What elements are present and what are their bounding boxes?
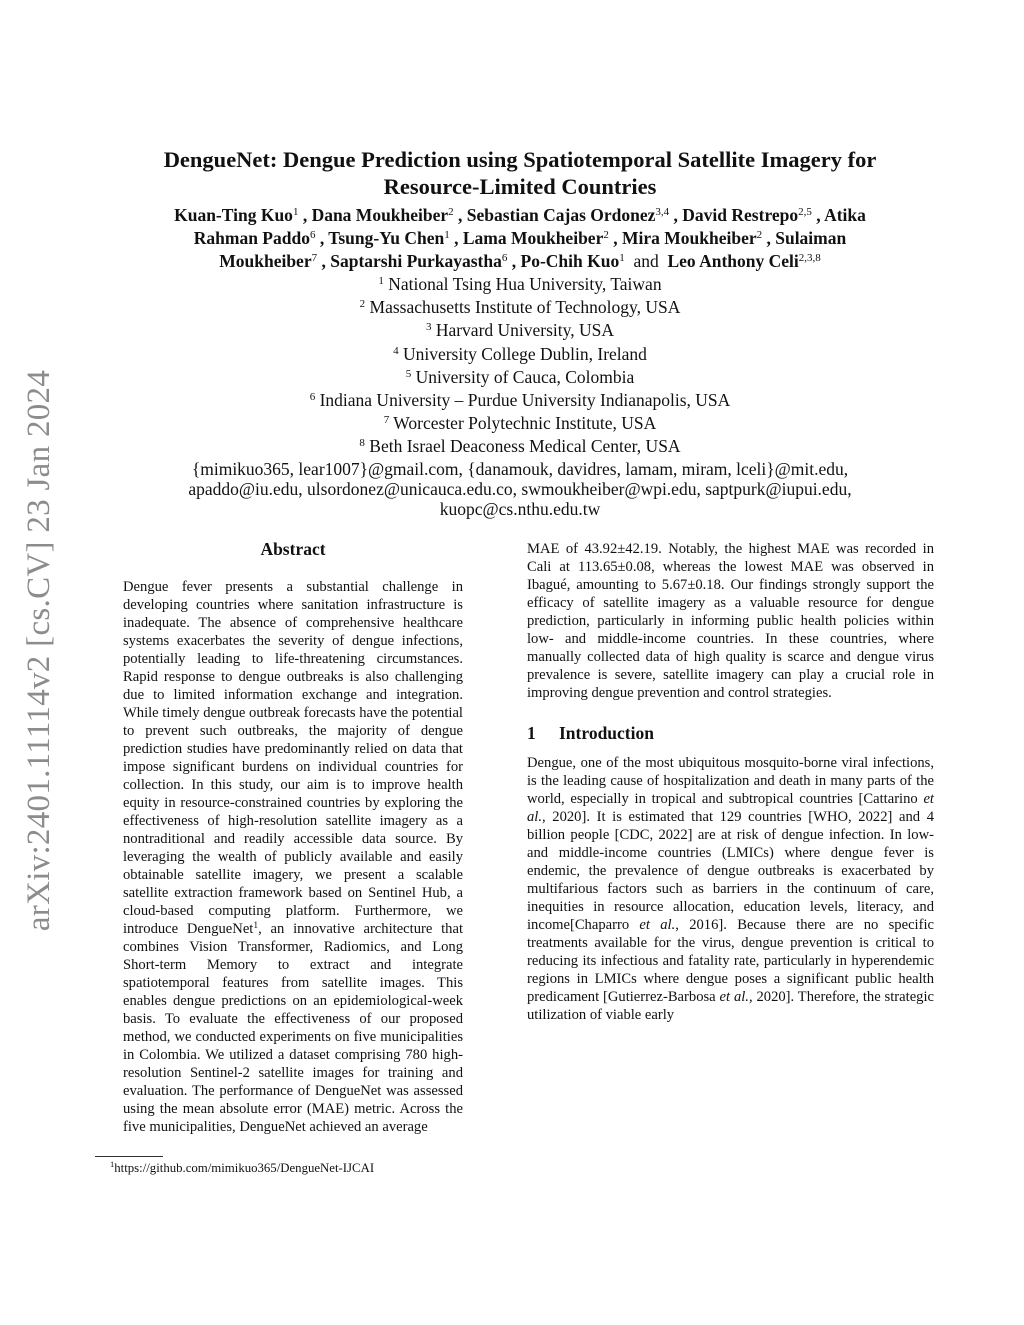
and-word: and (633, 251, 659, 271)
author: Sebastian Cajas Ordonez$^{3,4}$ (466, 205, 670, 225)
email-list (95, 459, 945, 519)
author: Mira Moukheiber$^2$ (621, 228, 763, 248)
abstract-text-continued: MAE of 43.92±42.19. Notably, the highest MAE was recorded in Cali at 113.65±0.08, whereas the lowest MAE was observed in Ibagué, amounting to 5.67±0.18. Our findings strongly support the efficacy of satellite imagery as a valuable resource for dengue prediction, particularly in informing public health policies within low- and middle-income countries. In these countries, where manually collected data of high quality is scarce and dengue virus prevalence is severe, satellite imagery can play a crucial role in improving dengue prevention and control strategies. (527, 541, 934, 701)
affiliation: $^3$ Harvard University, USA (425, 320, 615, 341)
footnote-rule (95, 1156, 163, 1157)
affiliation: $^2$ Massachusetts Institute of Technology, USA (359, 297, 681, 318)
title-line-2: Resource-Limited Countries (383, 174, 657, 199)
abstract-column (123, 538, 463, 1136)
author: Dana Moukheiber$^2$ (311, 205, 454, 225)
email-line: apaddo@iu.edu, ulsordonez@unicauca.edu.co, swmoukheiber@wpi.edu, saptpurk@iupui.edu, (188, 478, 852, 499)
introduction-text: Dengue, one of the most ubiquitous mosquito-borne viral infections, is the leading cause of hospitalization and death in many parts of the world, especially in tropical and subtropical countries [Cattarino et al., 2020]. It is estimated that 129 countries [WHO, 2022] and 4 billion people [CDC, 2022] are at risk of dengue infection. In low- and middle-income countries (LMICs) where dengue fever is endemic, the prevalence of dengue outbreaks is exacerbated by multifarious factors such as barriers in the continuum of care, inequities in resource allocation, education levels, literacy, and income[Chaparro et al., 2016]. Because there are no specific treatments available for the virus, dengue prevention is critical to reducing its infectious and fatality rate, particularly in hyperendemic regions in LMICs where dengue poses a significant public health predicament [Gutierrez-Barbosa et al., 2020]. Therefore, the strategic utilization of viable early (527, 755, 934, 1023)
author: Kuan-Ting Kuo$^1$ (174, 205, 299, 225)
affiliation: $^7$ Worcester Polytechnic Institute, USA (383, 413, 657, 434)
footnote-link[interactable]: https://github.com/mimikuo365/DengueNet-IJCAI (114, 1161, 375, 1175)
affiliation-list (95, 273, 945, 459)
arxiv-id: arXiv:2401.11114v2 [cs.CV] 23 Jan 2024 (21, 369, 58, 931)
author-list: Kuan-Ting Kuo$^1$ , Dana Moukheiber$^2$ , Sebastian Cajas Ordonez$^{3,4}$ , David Restrepo$^{2,5}$ , Atika Rahman Paddo$^6$ , Tsung-Yu Chen$^1$ , Lama Moukheiber$^2$ , Mira Moukheiber$^2$ , Sulaiman Moukheiber$^7$ , Saptarshi Purkayastha$^6$ , Po-Chih Kuo$^1$ and Leo Anthony Celi$^{2,3,8}$ (174, 205, 866, 271)
email-line: {mimikuo365, lear1007}@gmail.com, {danamouk, davidres, lamam, miram, lceli}@mit.edu, (191, 458, 849, 479)
author: Lama Moukheiber$^2$ (462, 228, 609, 248)
affiliation: $^5$ University of Cauca, Colombia (405, 366, 635, 387)
section-heading-introduction: 1 Introduction (527, 723, 654, 743)
email-line: kuopc@cs.nthu.edu.tw (439, 498, 601, 519)
arxiv-stamp (15, 360, 65, 940)
affiliation: $^6$ Indiana University – Purdue University Indianapolis, USA (309, 390, 731, 411)
author-sup: 7 (311, 252, 318, 264)
author: Po-Chih Kuo$^1$ (520, 251, 625, 271)
title-line-1: DengueNet: Dengue Prediction using Spatiotemporal Satellite Imagery for (163, 147, 877, 172)
author-sup: 6 (309, 229, 316, 241)
paper-header (95, 146, 945, 519)
footnote-mark: 1 (253, 921, 259, 931)
footnote: $^1$https://github.com/mimikuo365/DengueNet-IJCAI (110, 1159, 375, 1175)
paper-title (95, 146, 945, 200)
abstract-heading: Abstract (260, 539, 326, 559)
abstract-text: Dengue fever presents a substantial challenge in developing countries where sanitation infrastructure is inadequate. The absence of comprehensive healthcare systems exacerbates the severity of dengue infections, potentially leading to life-threatening circumstances. Rapid response to dengue outbreaks is also challenging due to limited information exchange and integration. While timely dengue outbreak forecasts have the potential to prevent such outbreaks, the majority of dengue prediction studies have predominantly relied on data that impose significant burdens on individual countries for collection. In this study, our aim is to improve health equity in resource-constrained countries by exploring the effectiveness of high-resolution satellite imagery as a nontraditional and readily accessible data source. By leveraging the wealth of publicly available and easily obtainable satellite imagery, we present a scalable satellite extraction framework based on Sentinel Hub, a cloud-based computing platform. Furthermore, we introduce DengueNet$^1$, an innovative architecture that combines Vision Transformer, Radiomics, and Long Short-term Memory to extract and integrate spatiotemporal features from satellite images. This enables dengue predictions on an epidemiological-week basis. To evaluate the effectiveness of our proposed method, we conducted experiments on five municipalities in Colombia. We utilized a dataset comprising 780 high-resolution Sentinel-2 satellite images for training and evaluation. The performance of DengueNet was assessed using the mean absolute error (MAE) metric. Across the five municipalities, DengueNet achieved an average (123, 579, 464, 1135)
affiliation: $^4$ University College Dublin, Ireland (393, 343, 647, 364)
author: Tsung-Yu Chen$^1$ (328, 228, 450, 248)
affiliation: $^8$ Beth Israel Deaconess Medical Center, USA (359, 436, 681, 457)
author: Saptarshi Purkayastha$^6$ (330, 251, 508, 271)
author: David Restrepo$^{2,5}$ (682, 205, 812, 225)
right-column (527, 540, 934, 1024)
affiliation: $^1$ National Tsing Hua University, Taiwan (378, 274, 662, 294)
author: Leo Anthony Celi$^{2,3,8}$ (667, 251, 821, 271)
